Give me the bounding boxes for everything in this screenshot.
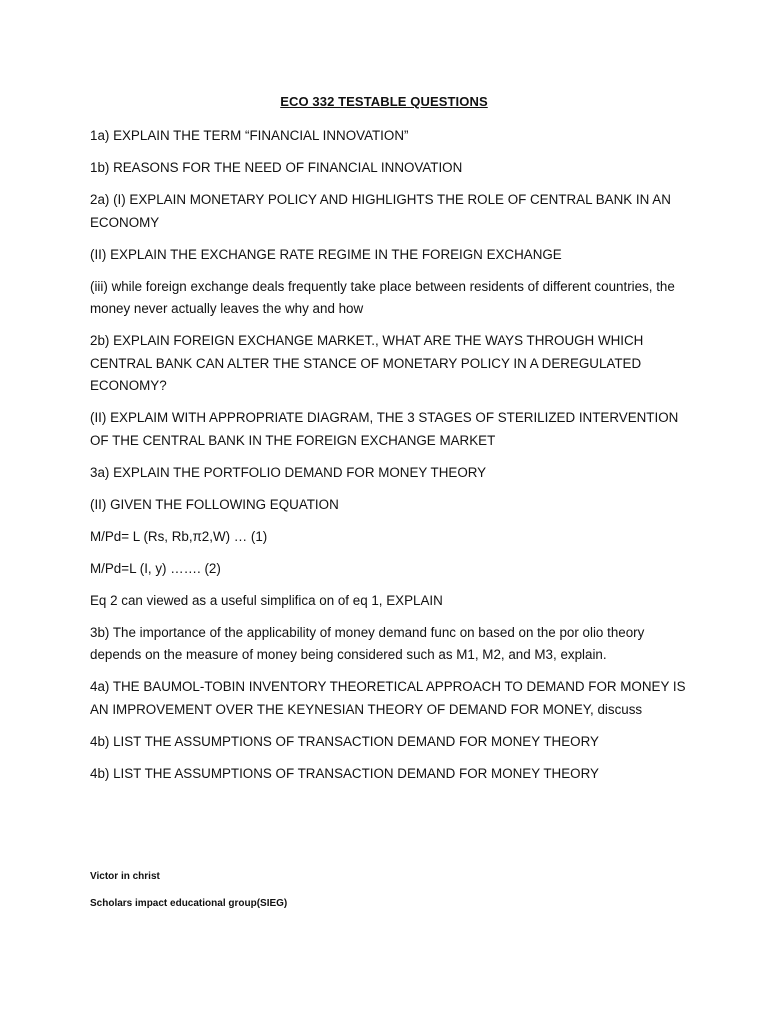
question-eq-explain: Eq 2 can viewed as a useful simplifica on of eq 1, EXPLAIN — [90, 592, 443, 608]
question-4b: 4b) LIST THE ASSUMPTIONS OF TRANSACTION DEMAND FOR MONEY THEORY — [90, 733, 599, 749]
question-3b: 3b) The importance of the applicability of money demand func on based on the por olio theory depends on the measure of money being considered such as M1, M2, and M3, explain. — [90, 624, 645, 662]
document-title: ECO 332 TESTABLE QUESTIONS — [280, 94, 488, 109]
footer-group: Scholars impact educational group(SIEG) — [90, 898, 288, 909]
question-2a-ii: (II) EXPLAIN THE EXCHANGE RATE REGIME IN THE FOREIGN EXCHANGE — [90, 246, 562, 262]
footer-author: Victor in christ — [90, 871, 160, 882]
question-2a-i: 2a) (I) EXPLAIN MONETARY POLICY AND HIGHLIGHTS THE ROLE OF CENTRAL BANK IN AN ECONOMY — [90, 192, 671, 230]
question-list — [90, 125, 690, 795]
question-4a: 4a) THE BAUMOL-TOBIN INVENTORY THEORETICAL APPROACH TO DEMAND FOR MONEY IS AN IMPROVEMENT OVER THE KEYNESIAN THEORY OF DEMAND FOR MONEY, discuss — [90, 679, 686, 717]
equation-2: M/Pd=L (I, y) ……. (2) — [90, 560, 221, 576]
question-3a: 3a) EXPLAIN THE PORTFOLIO DEMAND FOR MONEY THEORY — [90, 464, 487, 480]
question-2b-ii: (II) EXPLAIM WITH APPROPRIATE DIAGRAM, THE 3 STAGES OF STERILIZED INTERVENTION OF THE CENTRAL BANK IN THE FOREIGN EXCHANGE MARKET — [90, 410, 679, 448]
question-4b-repeat: 4b) LIST THE ASSUMPTIONS OF TRANSACTION DEMAND FOR MONEY THEORY — [90, 765, 599, 781]
question-2b: 2b) EXPLAIN FOREIGN EXCHANGE MARKET., WHAT ARE THE WAYS THROUGH WHICH CENTRAL BANK CAN ALTER THE STANCE OF MONETARY POLICY IN A DEREGULATED ECONOMY? — [90, 333, 644, 393]
question-1b: 1b) REASONS FOR THE NEED OF FINANCIAL INNOVATION — [90, 160, 463, 175]
question-1a: 1a) EXPLAIN THE TERM “FINANCIAL INNOVATION” — [90, 128, 409, 143]
question-3a-ii: (II) GIVEN THE FOLLOWING EQUATION — [90, 496, 339, 512]
question-2a-iii: (iii) while foreign exchange deals frequently take place between residents of different countries, the money never actually leaves the why and how — [90, 278, 675, 316]
equation-1: M/Pd= L (Rs, Rb,π2,W) … (1) — [90, 528, 268, 544]
